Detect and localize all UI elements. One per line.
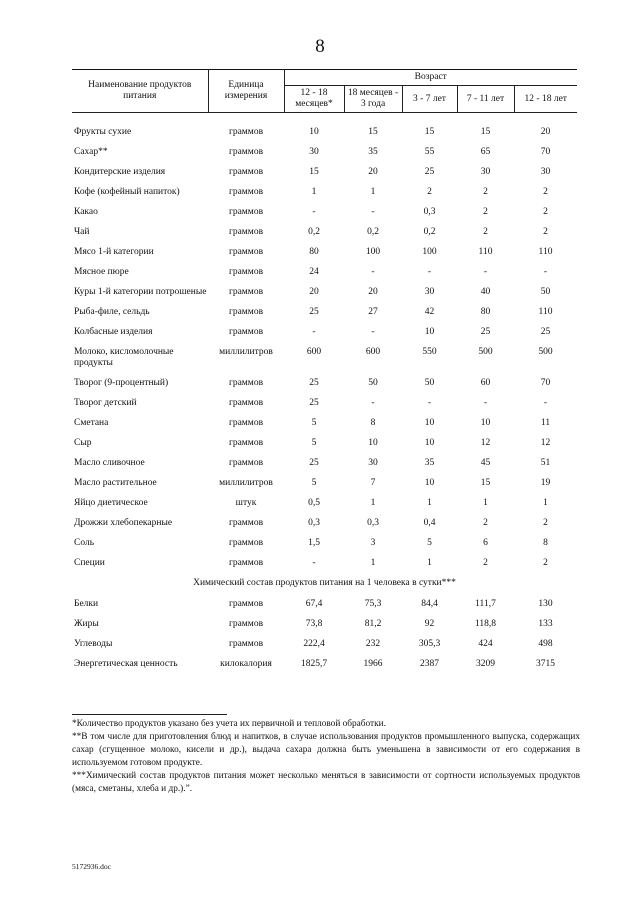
value-cell: 50 (424, 378, 435, 388)
value-cell: 27 (368, 307, 378, 317)
header-age-col: 12 - 18 лет (514, 86, 577, 113)
value-cell: 25 (424, 167, 435, 177)
value-cell: 12 (540, 438, 551, 448)
value-cell: 600 (365, 347, 381, 357)
unit-cell: граммов (228, 458, 264, 468)
table-row (72, 534, 577, 554)
value-cell: 20 (540, 127, 551, 137)
header-age-col: 7 - 11 лет (457, 86, 514, 113)
product-name-cell: Сахар** (74, 147, 108, 157)
value-cell: 1 (483, 498, 488, 508)
table-row (72, 635, 577, 655)
value-cell: 100 (365, 247, 381, 257)
unit-cell: граммов (228, 558, 264, 568)
table-row (72, 434, 577, 454)
value-cell: 5 (311, 438, 317, 448)
value-cell: - (371, 267, 375, 277)
table-row (72, 123, 577, 143)
table-row (72, 303, 577, 323)
table-row (72, 394, 577, 414)
unit-cell: граммов (228, 599, 264, 609)
food-norms-table (72, 69, 577, 675)
footnote: *Количество продуктов указано без учета их первичной и тепловой обработки. (72, 719, 386, 729)
value-cell: 10 (424, 478, 435, 488)
value-cell: 80 (480, 307, 491, 317)
value-cell: 2 (543, 227, 548, 237)
value-cell: 500 (538, 347, 553, 357)
unit-cell: граммов (228, 147, 264, 157)
product-name-cell: Энергетическая ценность (74, 659, 178, 669)
unit-cell: граммов (228, 267, 264, 277)
value-cell: 110 (538, 247, 553, 257)
value-cell: 232 (365, 639, 381, 649)
unit-cell: граммов (228, 438, 264, 448)
value-cell: - (371, 327, 375, 337)
value-cell: - (543, 267, 548, 277)
value-cell: 80 (309, 247, 319, 257)
value-cell: 1 (427, 498, 432, 508)
unit-cell: граммов (228, 639, 264, 649)
value-cell: 6 (483, 538, 488, 548)
value-cell: 2 (427, 187, 432, 197)
value-cell: 222,4 (303, 639, 325, 649)
unit-cell: граммов (228, 327, 264, 337)
value-cell: 25 (480, 327, 491, 337)
value-cell: - (371, 398, 375, 408)
table-row (72, 554, 577, 574)
value-cell: 25 (309, 398, 319, 408)
value-cell: 118,8 (474, 619, 497, 629)
table-row (72, 514, 577, 534)
value-cell: - (312, 207, 316, 217)
table-row (72, 595, 577, 615)
value-cell: 2 (483, 518, 488, 528)
unit-cell: граммов (228, 619, 264, 629)
value-cell: 73,8 (305, 619, 323, 629)
value-cell: 2 (483, 207, 488, 217)
table-row (72, 655, 577, 675)
value-cell: 25 (309, 458, 319, 468)
value-cell: 2 (543, 518, 548, 528)
product-name-cell: Белки (74, 599, 99, 609)
table-row (72, 203, 577, 223)
value-cell: 55 (424, 147, 435, 157)
value-cell: 35 (424, 458, 435, 468)
value-cell: 600 (306, 347, 322, 357)
product-name-cell: Яйцо диетическое (74, 498, 148, 508)
value-cell: 133 (538, 619, 553, 629)
value-cell: 81,2 (364, 619, 382, 629)
value-cell: - (312, 327, 316, 337)
table-row (72, 454, 577, 474)
value-cell: 20 (368, 287, 378, 297)
value-cell: - (483, 267, 488, 277)
value-cell: - (371, 207, 375, 217)
value-cell: 19 (540, 478, 551, 488)
unit-cell: миллилитров (219, 478, 273, 488)
unit-cell: килокалория (220, 659, 272, 669)
value-cell: 30 (480, 167, 491, 177)
value-cell: 30 (368, 458, 378, 468)
product-name-cell: Мясное пюре (74, 267, 129, 277)
value-cell: 0,5 (308, 498, 320, 508)
product-name-cell: Масло растительное (74, 478, 157, 488)
value-cell: 0,2 (367, 227, 379, 237)
value-cell: 15 (480, 478, 491, 488)
value-cell: 15 (424, 127, 435, 137)
table-row (72, 283, 577, 303)
value-cell: 2 (483, 187, 488, 197)
value-cell: 11 (540, 418, 551, 428)
value-cell: 25 (309, 378, 319, 388)
value-cell: 2 (543, 558, 548, 568)
value-cell: 84,4 (421, 599, 438, 609)
value-cell: 110 (538, 307, 553, 317)
value-cell: 7 (370, 478, 376, 488)
value-cell: 1,5 (308, 538, 320, 548)
value-cell: 1 (370, 187, 376, 197)
unit-cell: граммов (228, 227, 264, 237)
value-cell: 20 (309, 287, 319, 297)
value-cell: 42 (424, 307, 435, 317)
value-cell: 550 (422, 347, 437, 357)
value-cell: 1966 (363, 659, 383, 669)
value-cell: 51 (540, 458, 551, 468)
product-name-cell: Фрукты сухие (74, 127, 132, 137)
value-cell: 50 (540, 287, 551, 297)
value-cell: 110 (478, 247, 493, 257)
product-name-cell: Масло сливочное (74, 458, 145, 468)
product-name-cell: Жиры (74, 619, 99, 629)
value-cell: 10 (368, 438, 378, 448)
unit-cell: граммов (228, 307, 264, 317)
product-name-cell: Кофе (кофейный напиток) (74, 187, 180, 197)
product-name-cell: Кондитерские изделия (74, 167, 166, 177)
value-cell: 10 (480, 418, 491, 428)
value-cell: 2 (543, 187, 548, 197)
value-cell: 5 (311, 418, 317, 428)
value-cell: 8 (543, 538, 548, 548)
product-name-cell: Молоко, кисломолочные продукты (74, 347, 174, 368)
value-cell: - (427, 267, 432, 277)
value-cell: 5 (311, 478, 317, 488)
unit-cell: граммов (228, 378, 264, 388)
value-cell: 0,3 (423, 207, 436, 217)
unit-cell: штук (235, 498, 257, 508)
value-cell: 25 (540, 327, 551, 337)
product-name-cell: Специи (74, 558, 105, 568)
product-name-cell: Творог детский (74, 398, 137, 408)
value-cell: 2 (483, 227, 488, 237)
value-cell: 70 (540, 378, 551, 388)
value-cell: - (483, 398, 488, 408)
document-code: 5172936.doc (72, 862, 111, 871)
value-cell: 2387 (420, 659, 439, 669)
value-cell: 30 (540, 167, 551, 177)
product-name-cell: Мясо 1-й категории (74, 247, 154, 257)
value-cell: 3 (370, 538, 376, 548)
value-cell: 8 (370, 418, 376, 428)
header-product-name: Наименование продуктов питания (72, 70, 208, 113)
product-name-cell: Творог (9-процентный) (74, 378, 169, 388)
unit-cell: граммов (228, 127, 264, 137)
unit-cell: граммов (228, 167, 264, 177)
value-cell: 40 (480, 287, 491, 297)
table-row (72, 223, 577, 243)
value-cell: 67,4 (305, 599, 323, 609)
value-cell: 60 (480, 378, 491, 388)
product-name-cell: Сыр (74, 438, 92, 448)
value-cell: 424 (478, 639, 493, 649)
value-cell: 1 (311, 187, 317, 197)
value-cell: 0,3 (367, 518, 379, 528)
value-cell: 1825,7 (300, 659, 328, 669)
chem-section-title: Химический состав продуктов питания на 1 человека в сутки*** (193, 578, 456, 588)
header-unit: Единица измерения (208, 70, 284, 113)
unit-cell: граммов (228, 207, 264, 217)
value-cell: 10 (424, 327, 435, 337)
header-age-col: 12 - 18 месяцев* (284, 86, 344, 113)
value-cell: 15 (480, 127, 491, 137)
unit-cell: граммов (228, 518, 264, 528)
value-cell: 3715 (536, 659, 555, 669)
value-cell: 0,2 (423, 227, 436, 237)
chem-body (72, 595, 577, 675)
value-cell: 30 (309, 147, 319, 157)
value-cell: 70 (540, 147, 551, 157)
table-row (72, 374, 577, 394)
table-row (72, 474, 577, 494)
footnote-rule (72, 714, 227, 715)
value-cell: 35 (368, 147, 378, 157)
product-name-cell: Чай (74, 227, 90, 237)
products-body (72, 113, 577, 575)
value-cell: 10 (309, 127, 319, 137)
value-cell: 1 (543, 498, 548, 508)
product-name-cell: Сметана (74, 418, 109, 428)
table-row (72, 143, 577, 163)
footnote: ***Химический состав продуктов питания может несколько меняться в зависимости от сортности используемых продуктов (мяса, сметаны, хлеба и др.).”. (72, 771, 580, 794)
value-cell: 0,4 (423, 518, 436, 528)
value-cell: - (543, 398, 548, 408)
table-row (72, 414, 577, 434)
value-cell: 30 (424, 287, 435, 297)
value-cell: 5 (427, 538, 432, 548)
page-number: 8 (315, 36, 325, 57)
product-name-cell: Какао (74, 207, 98, 217)
value-cell: 100 (422, 247, 437, 257)
value-cell: 25 (309, 307, 319, 317)
product-name-cell: Углеводы (74, 639, 113, 649)
value-cell: 15 (309, 167, 319, 177)
unit-cell: граммов (228, 418, 264, 428)
footnote: **В том числе для приготовления блюд и напитков, в случае использования продуктов промышленного выпуска, содержащих сахар (сгущенное молоко, кисели и др.), выдача сахара должна быть уменьшена в зависимости от его содержания в используемом готовом продукте. (72, 732, 580, 768)
footnotes (72, 718, 580, 796)
value-cell: 305,3 (418, 639, 441, 649)
value-cell: 2 (543, 207, 548, 217)
table-row (72, 323, 577, 343)
product-name-cell: Дрожжи хлебопекарные (74, 518, 173, 528)
value-cell: 10 (424, 418, 435, 428)
value-cell: 1 (370, 498, 376, 508)
value-cell: 130 (538, 599, 553, 609)
product-name-cell: Колбасные изделия (74, 327, 153, 337)
value-cell: 500 (478, 347, 493, 357)
value-cell: 2 (483, 558, 488, 568)
value-cell: 3209 (476, 659, 495, 669)
value-cell: 0,2 (308, 227, 320, 237)
value-cell: 45 (480, 458, 491, 468)
value-cell: 75,3 (364, 599, 382, 609)
header-age-group: Возраст (284, 70, 577, 86)
table-row (72, 615, 577, 635)
value-cell: 50 (368, 378, 378, 388)
header-age-col: 18 месяцев - 3 года (344, 86, 402, 113)
table-row (72, 343, 577, 374)
unit-cell: граммов (228, 398, 264, 408)
value-cell: 1 (370, 558, 376, 568)
product-name-cell: Куры 1-й категории потрошеные (74, 287, 207, 297)
table-row (72, 183, 577, 203)
value-cell: 498 (538, 639, 553, 649)
value-cell: 0,3 (308, 518, 320, 528)
value-cell: - (427, 398, 432, 408)
unit-cell: граммов (228, 538, 264, 548)
unit-cell: граммов (228, 187, 264, 197)
value-cell: 20 (368, 167, 378, 177)
value-cell: 65 (480, 147, 491, 157)
value-cell: 24 (309, 267, 319, 277)
unit-cell: граммов (228, 287, 264, 297)
product-name-cell: Рыба-филе, сельдь (74, 307, 150, 317)
unit-cell: миллилитров (219, 347, 273, 357)
value-cell: 15 (368, 127, 378, 137)
table-row (72, 263, 577, 283)
table-row (72, 163, 577, 183)
value-cell: 92 (424, 619, 435, 629)
value-cell: 10 (424, 438, 435, 448)
table-row (72, 494, 577, 514)
header-age-col: 3 - 7 лет (402, 86, 457, 113)
value-cell: - (312, 558, 316, 568)
product-name-cell: Соль (74, 538, 95, 548)
value-cell: 12 (480, 438, 491, 448)
value-cell: 111,7 (475, 599, 496, 609)
unit-cell: граммов (228, 247, 264, 257)
table-row (72, 243, 577, 263)
value-cell: 1 (427, 558, 432, 568)
